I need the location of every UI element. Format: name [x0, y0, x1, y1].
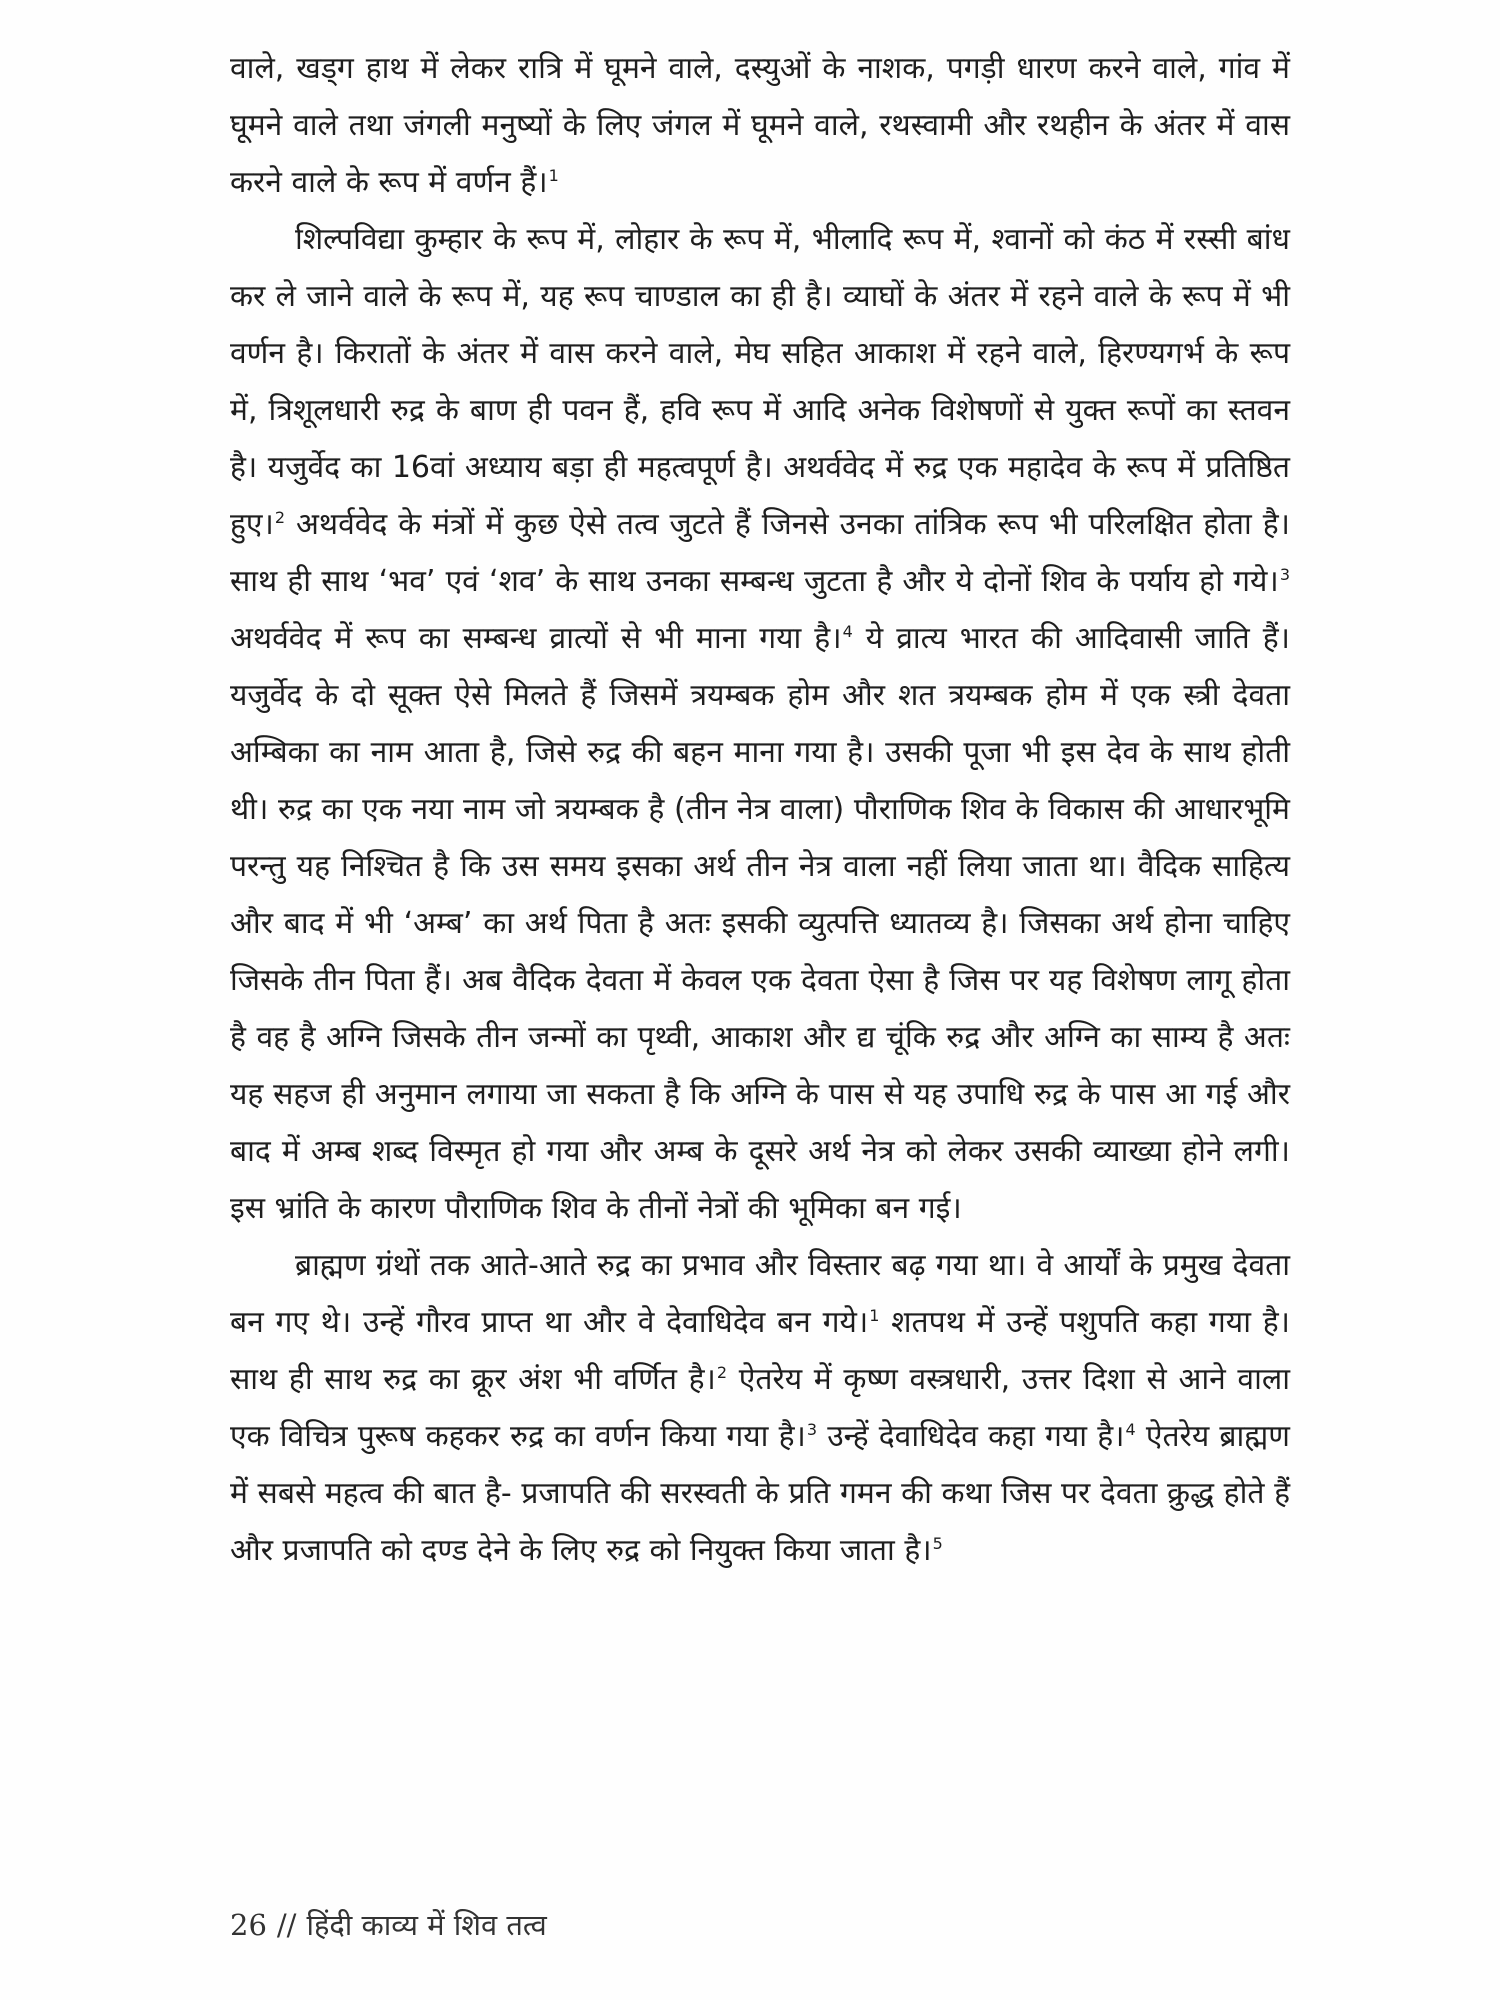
paragraph-2: [230, 211, 1290, 1237]
footnote-marker: 4: [1125, 1420, 1136, 1439]
paragraph-3-text: ऐतरेय ब्राह्मण में सबसे महत्व की बात है- प्रजापति की सरस्वती के प्रति गमन की कथा जिस पर देवता क्रुद्ध होते हैं और प्रजापति को दण्ड देने के लिए रुद्र को नियुक्त किया जाता है।: [230, 1419, 1290, 1568]
footnote-marker: 2: [274, 508, 286, 527]
paragraph-2-text: शिल्पविद्या कुम्हार के रूप में, लोहार के रूप में, भीलादि रूप में, श्वानों को कंठ में रस्सी बांध कर ले जाने वाले के रूप में, यह रूप चाण्डाल का ही है। व्याघों के अंतर में रहने वाले के रूप में भी वर्णन है। किरातों के अंतर में वास करने वाले, मेघ सहित आकाश में रहने वाले, हिरण्यगर्भ के रूप में, त्रिशूलधारी रुद्र के बाण ही पवन हैं, हवि रूप में आदि अनेक विशेषणों से युक्त रूपों का स्तवन है। यजुर्वेद का 16वां अध्याय बड़ा ही महत्वपूर्ण है। अथर्ववेद में रुद्र एक महादेव के रूप में प्रतिष्ठित हुए।: [230, 222, 1290, 542]
paragraph-2-text: अथर्ववेद में रूप का सम्बन्ध व्रात्यों से भी माना गया है।: [230, 621, 842, 656]
footnote-marker: 2: [716, 1363, 728, 1382]
paragraph-3-text: उन्हें देवाधिदेव कहा गया है।: [817, 1419, 1125, 1454]
paragraph-2-text: अथर्ववेद के मंत्रों में कुछ ऐसे तत्व जुटते हैं जिनसे उनका तांत्रिक रूप भी परिलक्षित होता है। साथ ही साथ ‘भव’ एवं ‘शव’ के साथ उनका सम्बन्ध जुटता है और ये दोनों शिव के पर्याय हो गये।: [230, 507, 1290, 599]
page-footer: [230, 1905, 547, 1944]
paragraph-3: [230, 1237, 1290, 1579]
page-number: 26: [230, 1908, 267, 1942]
footnote-marker: 5: [932, 1534, 943, 1553]
paragraph-3-text: शतपथ में उन्हें पशुपति कहा गया है। साथ ही साथ रुद्र का क्रूर अंश भी वर्णित है।: [230, 1305, 1290, 1397]
paragraph-2-text: ये व्रात्य भारत की आदिवासी जाति हैं। यजुर्वेद के दो सूक्त ऐसे मिलते हैं जिसमें त्रयम्बक होम और शत त्रयम्बक होम में एक स्त्री देवता अम्बिका का नाम आता है, जिसे रुद्र की बहन माना गया है। उसकी पूजा भी इस देव के साथ होती थी। रुद्र का एक नया नाम जो त्रयम्बक है (तीन नेत्र वाला) पौराणिक शिव के विकास की आधारभूमि परन्तु यह निश्चित है कि उस समय इसका अर्थ तीन नेत्र वाला नहीं लिया जाता था। वैदिक साहित्य और बाद में भी ‘अम्ब’ का अर्थ पिता है अतः इसकी व्युत्पत्ति ध्यातव्य है। जिसका अर्थ होना चाहिए जिसके तीन पिता हैं। अब वैदिक देवता में केवल एक देवता ऐसा है जिस पर यह विशेषण लागू होता है वह है अग्नि जिसके तीन जन्मों का पृथ्वी, आकाश और द्य चूंकि रुद्र और अग्नि का साम्य है अतः यह सहज ही अनुमान लगाया जा सकता है कि अग्नि के पास से यह उपाधि रुद्र के पास आ गई और बाद में अम्ब शब्द विस्मृत हो गया और अम्ब के दूसरे अर्थ नेत्र को लेकर उसकी व्याख्या होने लगी। इस भ्रांति के कारण पौराणिक शिव के तीनों नेत्रों की भूमिका बन गई।: [230, 621, 1290, 1226]
footnote-marker: 3: [1279, 565, 1290, 584]
footnote-marker: 1: [869, 1306, 880, 1325]
footer-separator: //: [276, 1908, 297, 1942]
footnote-marker: 1: [548, 166, 559, 185]
paragraph-3-text: ऐतरेय में कृष्ण वस्त्रधारी, उत्तर दिशा से आने वाला एक विचित्र पुरूष कहकर रुद्र का वर्णन किया गया है।: [230, 1362, 1290, 1454]
paragraph-1-text: वाले, खड्ग हाथ में लेकर रात्रि में घूमने वाले, दस्युओं के नाशक, पगड़ी धारण करने वाले, गांव में घूमने वाले तथा जंगली मनुष्यों के लिए जंगल में घूमने वाले, रथस्वामी और रथहीन के अंतर में वास करने वाले के रूप में वर्णन हैं।: [230, 51, 1290, 200]
body-text: [230, 40, 1290, 1579]
footnote-marker: 4: [842, 622, 853, 641]
paragraph-1: [230, 40, 1290, 211]
footnote-marker: 3: [806, 1420, 818, 1439]
paragraph-3-text: ब्राह्मण ग्रंथों तक आते-आते रुद्र का प्रभाव और विस्तार बढ़ गया था। वे आर्यों के प्रमुख देवता बन गए थे। उन्हें गौरव प्राप्त था और वे देवाधिदेव बन गये।: [230, 1248, 1290, 1340]
book-title: हिंदी काव्य में शिव तत्व: [306, 1908, 547, 1942]
